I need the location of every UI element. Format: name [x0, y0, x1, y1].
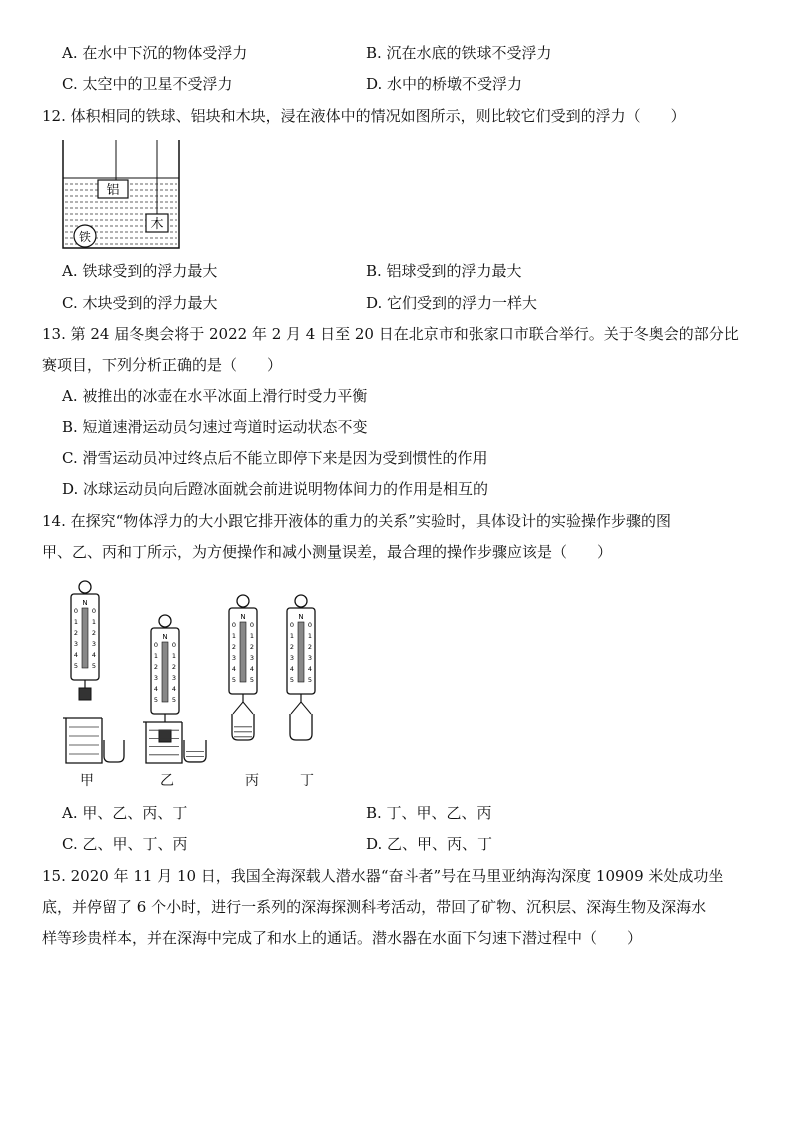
scale-yi-tick-right-1: 1: [171, 652, 177, 660]
scale-bing-tick-right-3: 3: [249, 654, 255, 662]
yi-block: [159, 730, 171, 742]
scale-yi-tick-right-3: 3: [171, 674, 177, 682]
wood-label: 木: [150, 217, 164, 232]
q12-option-b: B. 铝球受到的浮力最大: [366, 262, 522, 280]
spring-scales-svg: [56, 578, 346, 768]
scale-yi-tick-left-0: 0: [153, 641, 159, 649]
q13-option-b: B. 短道速滑运动员匀速过弯道时运动状态不变: [62, 418, 368, 436]
scale-jia-tick-right-1: 1: [91, 618, 97, 626]
scale-bing-hook-ring: [237, 595, 249, 607]
jia-block: [79, 688, 91, 700]
jia-small-cup-outline: [104, 740, 124, 762]
q12-option-d: D. 它们受到的浮力一样大: [366, 294, 538, 312]
ding-handle-right: [301, 702, 311, 714]
scale-jia-tick-right-2: 2: [91, 629, 97, 637]
scale-bing-tick-right-1: 1: [249, 632, 255, 640]
scale-bing-unit-label: N: [240, 613, 246, 621]
scale-bing-tick-right-5: 5: [249, 676, 255, 684]
scale-bing-tick-left-1: 1: [231, 632, 237, 640]
scale-bing-spring: [240, 622, 246, 682]
scale-ding-tick-right-1: 1: [307, 632, 313, 640]
q12-option-c: C. 木块受到的浮力最大: [62, 294, 218, 312]
q13-option-d: D. 冰球运动员向后蹬冰面就会前进说明物体间力的作用是相互的: [62, 480, 489, 498]
q13-stem-line2: 赛项目，下列分析正确的是（ ）: [42, 356, 283, 374]
q12-figure-container: [60, 138, 182, 252]
q14-option-d: D. 乙、甲、丙、丁: [366, 835, 493, 853]
q15-stem-line2: 底，并停留了 6 个小时，进行一系列的深海探测科考活动，带回了矿物、沉积层、深海生物及深海水: [42, 898, 707, 916]
iron-label: 铁: [78, 230, 92, 244]
q11-option-a: A. 在水中下沉的物体受浮力: [62, 44, 248, 62]
scale-bing-tick-left-2: 2: [231, 643, 237, 651]
scale-jia-tick-left-2: 2: [73, 629, 79, 637]
q11-option-c: C. 太空中的卫星不受浮力: [62, 75, 233, 93]
caption-ding: 丁: [300, 773, 314, 789]
scale-ding-spring: [298, 622, 304, 682]
caption-jia: 甲: [80, 773, 94, 789]
scale-ding-tick-left-2: 2: [289, 643, 295, 651]
scale-ding-tick-right-2: 2: [307, 643, 313, 651]
q15-stem-line1: 15. 2020 年 11 月 10 日，我国全海深载人潜水器“奋斗者”号在马里亚纳海沟深度 10909 米处成功坐: [42, 867, 724, 885]
scale-ding-tick-left-4: 4: [289, 665, 295, 673]
ding-cup-outline: [290, 714, 312, 740]
scale-ding-tick-right-0: 0: [307, 621, 313, 629]
scale-jia-tick-right-3: 3: [91, 640, 97, 648]
bing-handle-left: [233, 702, 243, 714]
q14-option-a: A. 甲、乙、丙、丁: [62, 804, 188, 822]
q15-stem-line3: 样等珍贵样本，并在深海中完成了和水上的通话。潜水器在水面下匀速下潜过程中（ ）: [42, 929, 643, 947]
scale-yi-unit-label: N: [162, 633, 168, 641]
scale-yi-tick-left-5: 5: [153, 696, 159, 704]
scale-ding-tick-left-1: 1: [289, 632, 295, 640]
scale-yi-hook-ring: [159, 615, 171, 627]
scale-bing-tick-right-2: 2: [249, 643, 255, 651]
aluminum-label: 铝: [106, 183, 120, 198]
q14-option-b: B. 丁、甲、乙、丙: [366, 804, 492, 822]
scale-ding-unit-label: N: [298, 613, 304, 621]
scale-yi-spring: [162, 642, 168, 702]
scale-jia-tick-right-4: 4: [91, 651, 97, 659]
ding-handle-left: [291, 702, 301, 714]
scale-ding-hook-ring: [295, 595, 307, 607]
q14-stem-line1: 14. 在探究“物体浮力的大小跟它排开液体的重力的关系”实验时，具体设计的实验操作步骤的图: [42, 512, 671, 530]
scale-bing-tick-left-5: 5: [231, 676, 237, 684]
caption-bing: 丙: [245, 773, 259, 789]
scale-yi-tick-left-3: 3: [153, 674, 159, 682]
scale-bing-tick-right-0: 0: [249, 621, 255, 629]
q14-stem-line2: 甲、乙、丙和丁所示，为方便操作和减小测量误差，最合理的操作步骤应该是（ ）: [42, 543, 613, 561]
q11-option-d: D. 水中的桥墩不受浮力: [366, 75, 523, 93]
scale-ding-tick-right-3: 3: [307, 654, 313, 662]
scale-ding-tick-left-5: 5: [289, 676, 295, 684]
scale-yi-tick-left-4: 4: [153, 685, 159, 693]
q12-stem: 12. 体积相同的铁球、铝块和木块，浸在液体中的情况如图所示，则比较它们受到的浮力（ ）: [42, 107, 686, 125]
q11-option-b: B. 沉在水底的铁球不受浮力: [366, 44, 552, 62]
q14-figure: [56, 578, 346, 790]
scale-jia-tick-left-1: 1: [73, 618, 79, 626]
scale-jia-tick-left-3: 3: [73, 640, 79, 648]
scale-yi-tick-left-2: 2: [153, 663, 159, 671]
bing-handle-right: [243, 702, 253, 714]
scale-ding-tick-right-4: 4: [307, 665, 313, 673]
scale-bing-tick-left-0: 0: [231, 621, 237, 629]
scale-ding-tick-right-5: 5: [307, 676, 313, 684]
q12-option-a: A. 铁球受到的浮力最大: [62, 262, 218, 280]
q13-option-a: A. 被推出的冰壶在水平冰面上滑行时受力平衡: [62, 387, 368, 405]
q14-option-c: C. 乙、甲、丁、丙: [62, 835, 188, 853]
scale-bing-tick-left-4: 4: [231, 665, 237, 673]
scale-ding-tick-left-3: 3: [289, 654, 295, 662]
scale-jia-tick-right-5: 5: [91, 662, 97, 670]
scale-yi-tick-right-0: 0: [171, 641, 177, 649]
scale-yi-tick-right-5: 5: [171, 696, 177, 704]
scale-jia-tick-left-5: 5: [73, 662, 79, 670]
scale-bing-tick-left-3: 3: [231, 654, 237, 662]
scale-jia-spring: [82, 608, 88, 668]
q13-stem-line1: 13. 第 24 届冬奥会将于 2022 年 2 月 4 日至 20 日在北京市和张家口市联合举行。关于冬奥会的部分比: [42, 325, 739, 343]
scale-jia-tick-left-4: 4: [73, 651, 79, 659]
scale-jia-tick-right-0: 0: [91, 607, 97, 615]
scale-jia-tick-left-0: 0: [73, 607, 79, 615]
caption-yi: 乙: [160, 773, 174, 789]
scale-jia-unit-label: N: [82, 599, 88, 607]
scale-bing-tick-right-4: 4: [249, 665, 255, 673]
jia-overflow-beaker-outline: [66, 718, 102, 763]
q13-option-c: C. 滑雪运动员冲过终点后不能立即停下来是因为受到惯性的作用: [62, 449, 488, 467]
scale-ding-tick-left-0: 0: [289, 621, 295, 629]
scale-yi-tick-right-2: 2: [171, 663, 177, 671]
yi-small-cup-outline: [184, 740, 206, 762]
scale-jia-hook-ring: [79, 581, 91, 593]
scale-yi-tick-right-4: 4: [171, 685, 177, 693]
scale-yi-tick-left-1: 1: [153, 652, 159, 660]
